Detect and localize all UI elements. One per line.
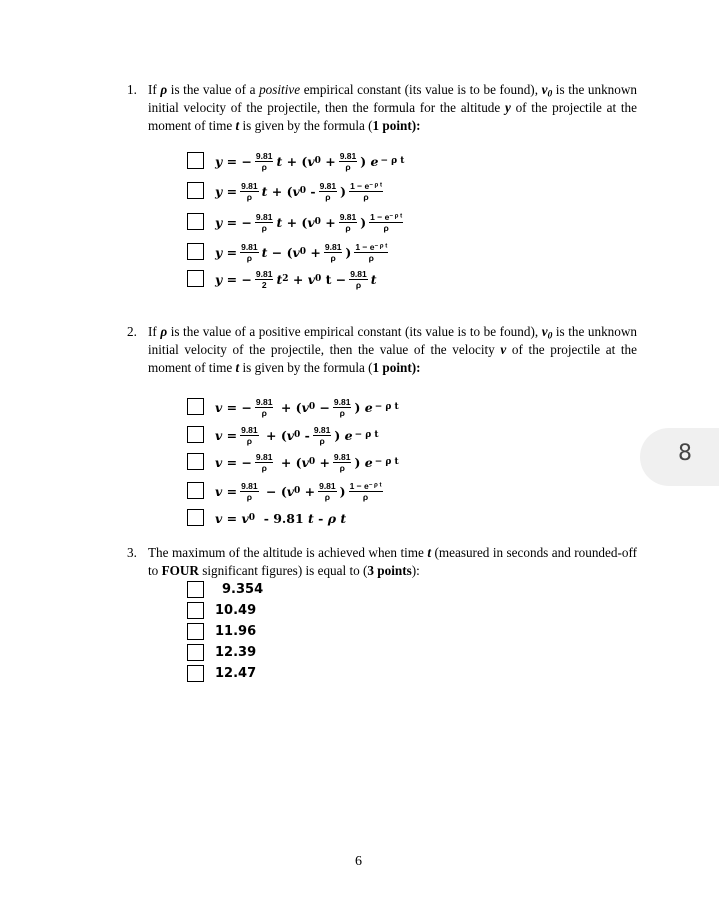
answer-value: 10.49 bbox=[215, 603, 257, 618]
formula: v = $\frac{9.81}{\rho}$ + ( v 0 - $\frac{9.81}{\rho}$ ) e − ρ t bbox=[215, 424, 379, 446]
formula: v = − $\frac{9.81}{\rho}$ + ( v 0 + $\frac{9.81}{\rho}$ ) e − ρ t bbox=[215, 451, 399, 473]
checkbox[interactable] bbox=[187, 509, 204, 526]
formula: y = − $\frac{9.81}{\rho}$ t + ( v 0 + $\frac{9.81}{\rho}$ ) e − ρ t bbox=[215, 150, 405, 172]
checkbox[interactable] bbox=[187, 644, 204, 661]
formula: y = $\frac{9.81}{\rho}$ t + ( v 0 - $\frac{9.81}{\rho}$ ) $\frac{1 - e^{- \rho t}}{\rho}$ bbox=[215, 180, 382, 202]
formula: y = − $\frac{9.81}{2}$ t 2 + v 0 t − $\frac{9.81}{\rho}$ t bbox=[215, 268, 377, 290]
checkbox[interactable] bbox=[187, 152, 204, 169]
checkbox[interactable] bbox=[187, 182, 204, 199]
question-1 bbox=[127, 81, 637, 135]
question-2 bbox=[127, 323, 637, 377]
question-3 bbox=[127, 544, 637, 580]
question-2-text: If ρ is the value of a positive empirical constant (its value is to be found), $v_0$ is the unknown initial velocity of the projectile, then the value of the velocity v of the projectile at the moment of time t is given by the formula (1 point): bbox=[148, 324, 637, 375]
formula: y = − $\frac{9.81}{\rho}$ t + ( v 0 + $\frac{9.81}{\rho}$ ) $\frac{1 - e^{- \rho t}}{\rho}$ bbox=[215, 211, 403, 233]
checkbox[interactable] bbox=[187, 243, 204, 260]
formula: v = − $\frac{9.81}{\rho}$ + ( v 0 − $\frac{9.81}{\rho}$ ) e − ρ t bbox=[215, 396, 399, 418]
checkbox[interactable] bbox=[187, 602, 204, 619]
checkbox[interactable] bbox=[187, 581, 204, 598]
answer-value: 12.47 bbox=[215, 666, 257, 681]
checkbox[interactable] bbox=[187, 426, 204, 443]
checkbox[interactable] bbox=[187, 453, 204, 470]
checkbox[interactable] bbox=[187, 623, 204, 640]
answer-value: 12.39 bbox=[215, 645, 257, 660]
question-1-number: 1. bbox=[127, 82, 137, 97]
question-3-text: The maximum of the altitude is achieved when time t (measured in seconds and rounded-off to FOUR significant figures) is equal to (3 points): bbox=[148, 545, 637, 578]
checkbox[interactable] bbox=[187, 398, 204, 415]
answer-value: 9.354 bbox=[222, 582, 264, 597]
formula: y = $\frac{9.81}{\rho}$ t − ( v 0 + $\frac{9.81}{\rho}$ ) $\frac{1 - e^{- \rho t}}{\rho}$ bbox=[215, 241, 388, 263]
side-tab-label: 8 bbox=[678, 441, 692, 466]
answer-value: 11.96 bbox=[215, 624, 257, 639]
formula: v = $\frac{9.81}{\rho}$ − ( v 0 + $\frac{9.81}{\rho}$ ) $\frac{1 - e^{- \rho t}}{\rho}$ bbox=[215, 480, 382, 502]
formula: v = v 0 - 9.81 t - ρ t bbox=[215, 510, 347, 526]
question-1-text: If ρ is the value of a positive empirical constant (its value is to be found), $v_0$ is the unknown initial velocity of the projectile, then the formula for the altitude y of the projectile at the moment of time t is given by the formula (1 point): bbox=[148, 82, 637, 133]
checkbox[interactable] bbox=[187, 213, 204, 230]
checkbox[interactable] bbox=[187, 482, 204, 499]
checkbox[interactable] bbox=[187, 270, 204, 287]
page-number: 6 bbox=[355, 854, 362, 869]
checkbox[interactable] bbox=[187, 665, 204, 682]
question-2-number: 2. bbox=[127, 324, 137, 339]
question-3-number: 3. bbox=[127, 545, 137, 560]
side-page-tab[interactable] bbox=[640, 428, 719, 486]
